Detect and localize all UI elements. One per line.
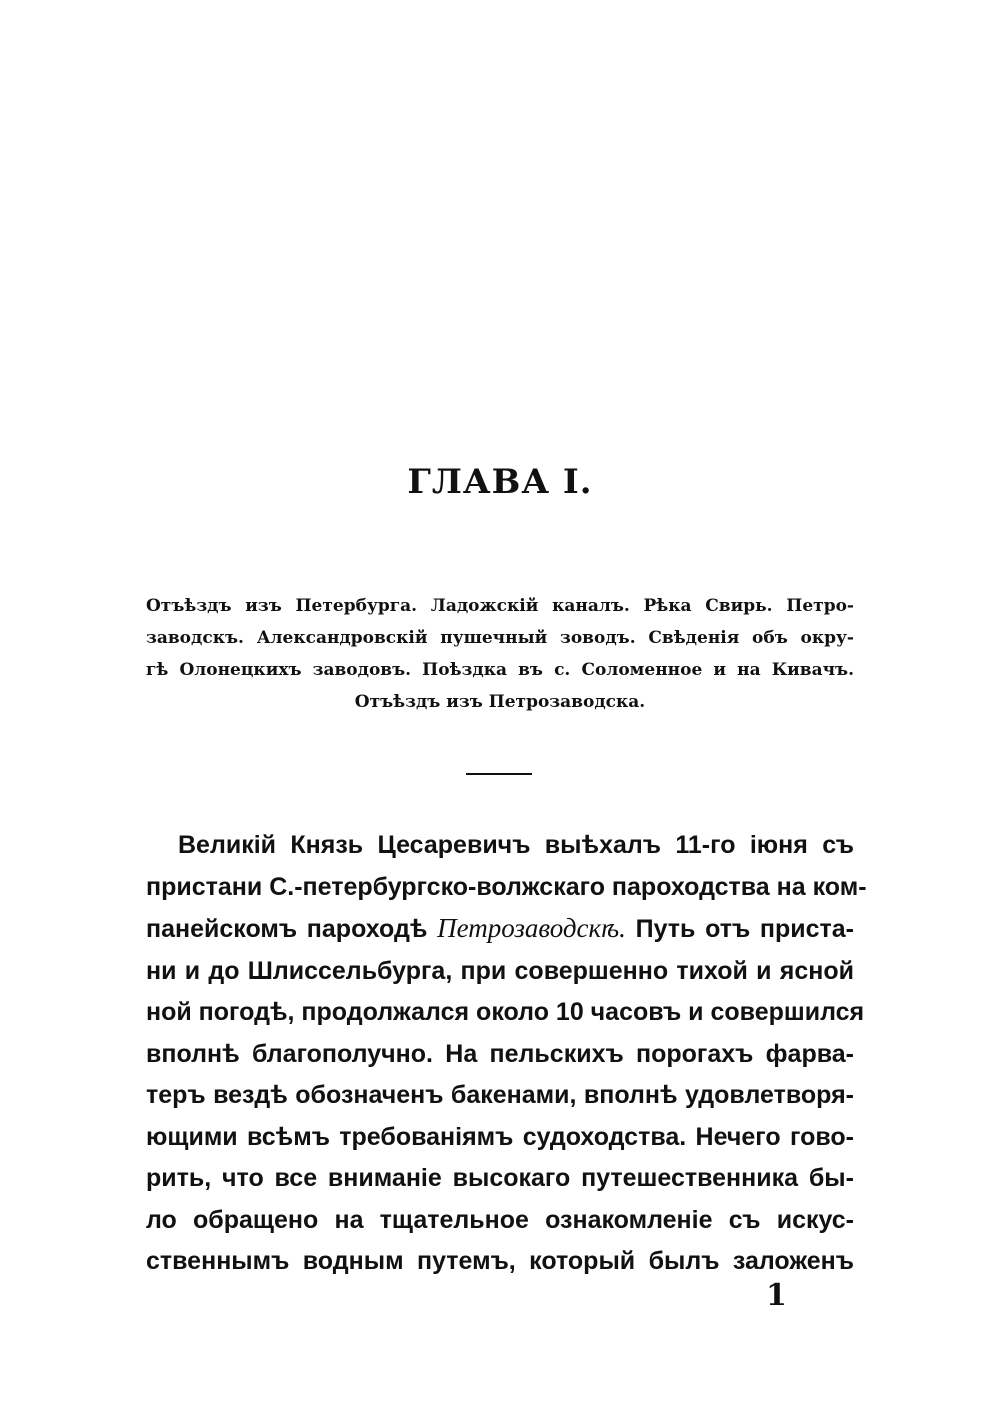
body-line: теръ вездѣ обозначенъ бакенами, вполнѣ удовлетворя- <box>146 1081 854 1109</box>
section-divider <box>466 773 532 775</box>
body-text-fragment: панейскомъ пароходѣ <box>146 915 428 943</box>
body-line: вполнѣ благополучно. На пельскихъ порогахъ фарва- <box>146 1039 854 1068</box>
body-line: Великій Князь Цесаревичъ выѣхалъ 11-го іюня съ <box>178 831 854 859</box>
summary-line: гѣ Олонецкихъ заводовъ. Поѣздка въ с. Соломенное и на Кивачъ. <box>146 660 854 680</box>
summary-line: Отъѣздъ изъ Петербурга. Ладожскій каналъ. Рѣка Свирь. Петро- <box>146 596 854 616</box>
body-line: ни и до Шлиссельбурга, при совершенно тихой и ясной <box>146 956 854 985</box>
body-line: ственнымъ водным путемъ, который былъ заложенъ <box>146 1247 854 1275</box>
body-line: пристани С.-петербургско-волжскаго пароходства на ком- <box>146 872 867 901</box>
body-text <box>146 825 867 1283</box>
body-text-fragment: Путь отъ приста- <box>635 915 854 943</box>
body-line: ющими всѣмъ требованіямъ судоходства. Нечего гово- <box>146 1122 854 1151</box>
body-line <box>146 908 854 951</box>
summary-line: Отъѣздъ изъ Петрозаводска. <box>354 692 646 712</box>
chapter-summary <box>146 590 854 718</box>
chapter-title: ГЛАВА I. <box>407 462 593 502</box>
body-line: ной погодѣ, продолжался около 10 часовъ и совершился <box>146 998 865 1026</box>
body-line: рить, что все вниманіе высокаго путешественника бы- <box>146 1164 854 1192</box>
ship-name: Петрозаводскѣ. <box>437 913 626 943</box>
body-line: ло обращено на тщательное ознакомленіе съ искус- <box>146 1205 854 1234</box>
summary-line: заводскъ. Александровскій пушечный зоводъ. Свѣденія объ окру- <box>146 628 854 648</box>
page-number: 1 <box>766 1278 787 1313</box>
